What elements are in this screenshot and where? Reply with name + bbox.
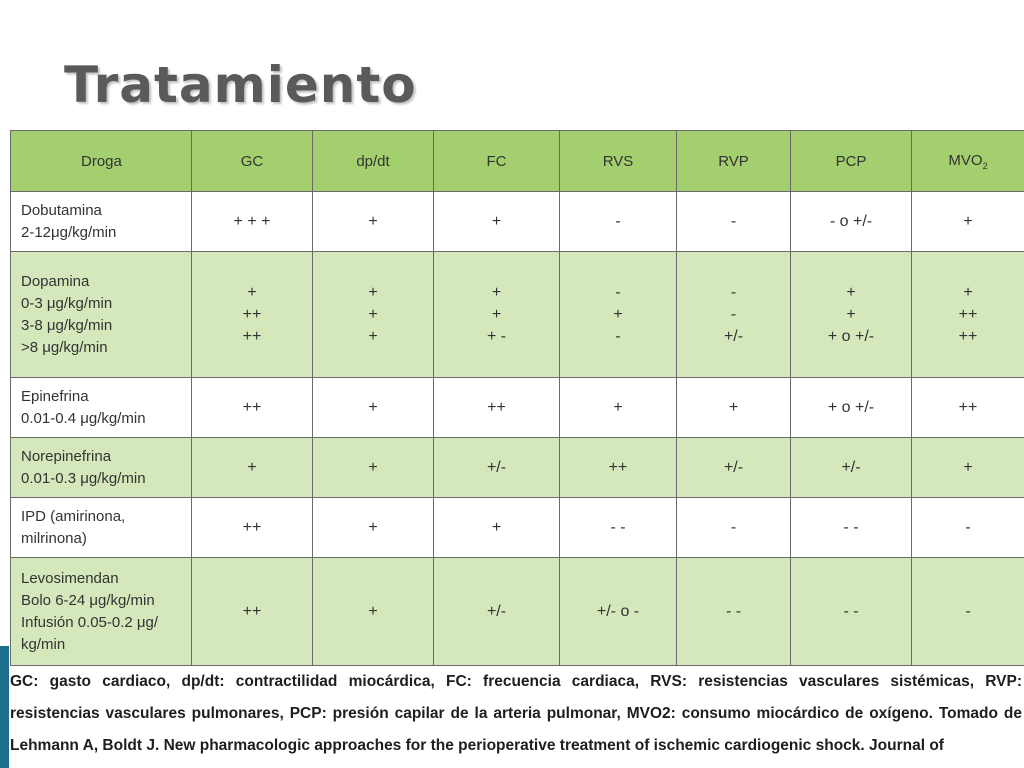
cell-value: +/- bbox=[486, 602, 507, 620]
cell-value: +/- bbox=[841, 458, 861, 476]
cell-value: ++ bbox=[242, 398, 262, 416]
header-pcp: PCP bbox=[791, 131, 912, 192]
cell-fc bbox=[434, 252, 560, 378]
cell-gc bbox=[192, 558, 313, 666]
cell-rvs bbox=[560, 378, 677, 438]
accent-bar bbox=[0, 646, 9, 768]
cell-mvo bbox=[912, 438, 1024, 498]
cell-value: - bbox=[965, 518, 971, 536]
drug-line: Dopamina bbox=[21, 272, 90, 290]
header-rvp: RVP bbox=[677, 131, 791, 192]
drug-line: Epinefrina bbox=[21, 387, 89, 405]
drug-table-container bbox=[10, 130, 1024, 666]
cell-value: + bbox=[613, 305, 623, 323]
drug-line: >8 μg/kg/min bbox=[21, 338, 108, 356]
header-rvs: RVS bbox=[560, 131, 677, 192]
cell-mvo bbox=[912, 498, 1024, 558]
table-row-levosimendan bbox=[11, 558, 1024, 666]
cell-value: - bbox=[730, 212, 737, 230]
cell-value: - bbox=[615, 327, 621, 345]
cell-value: + bbox=[368, 458, 378, 476]
cell-value: ++ bbox=[608, 458, 628, 476]
header-mvo2-sub: 2 bbox=[982, 160, 988, 171]
cell-pcp bbox=[791, 558, 912, 666]
cell-value: + bbox=[247, 283, 257, 301]
cell-value: + bbox=[963, 283, 973, 301]
cell-rvs bbox=[560, 498, 677, 558]
cell-value: + bbox=[963, 458, 973, 476]
cell-gc bbox=[192, 378, 313, 438]
drug-line: IPD (amirinona, bbox=[21, 507, 126, 525]
cell-value: + bbox=[368, 518, 378, 536]
table-row-dopamina bbox=[11, 252, 1024, 378]
drug-line: Levosimendan bbox=[21, 569, 119, 587]
drug-name-cell bbox=[11, 252, 192, 378]
cell-value: + + + bbox=[233, 212, 271, 230]
cell-value: + bbox=[846, 305, 856, 323]
cell-dpdt bbox=[313, 378, 434, 438]
cell-value: - - bbox=[610, 518, 626, 536]
drug-line: Dobutamina bbox=[21, 201, 102, 219]
cell-rvp bbox=[677, 252, 791, 378]
table-row-dobutamina bbox=[11, 192, 1024, 252]
header-gc: GC bbox=[192, 131, 313, 192]
cell-mvo bbox=[912, 378, 1024, 438]
cell-pcp bbox=[791, 378, 912, 438]
cell-mvo bbox=[912, 252, 1024, 378]
cell-value: +/- bbox=[486, 458, 507, 476]
cell-value: + bbox=[368, 327, 378, 345]
drug-line: kg/min bbox=[21, 635, 66, 653]
drug-table bbox=[10, 130, 1024, 666]
header-fc: FC bbox=[434, 131, 560, 192]
cell-value: ++ bbox=[242, 305, 262, 323]
cell-value: ++ bbox=[958, 327, 978, 345]
cell-pcp bbox=[791, 498, 912, 558]
drug-line: 0-3 μg/kg/min bbox=[21, 294, 113, 312]
drug-line: 0.01-0.4 μg/kg/min bbox=[21, 409, 146, 427]
table-row-norepinefrina bbox=[11, 438, 1024, 498]
table-row-epinefrina bbox=[11, 378, 1024, 438]
cell-fc bbox=[434, 558, 560, 666]
cell-value: + bbox=[728, 398, 739, 416]
cell-gc bbox=[192, 438, 313, 498]
header-mvo2-main: MVO bbox=[948, 151, 983, 169]
cell-value: + bbox=[491, 212, 502, 230]
drug-name-cell bbox=[11, 438, 192, 498]
cell-dpdt bbox=[313, 438, 434, 498]
table-row-ipd bbox=[11, 498, 1024, 558]
cell-value: + bbox=[491, 518, 502, 536]
cell-rvp bbox=[677, 558, 791, 666]
cell-fc bbox=[434, 438, 560, 498]
cell-value: - o +/- bbox=[829, 212, 873, 230]
cell-value: + - bbox=[486, 327, 507, 345]
cell-rvp bbox=[677, 438, 791, 498]
cell-rvs bbox=[560, 558, 677, 666]
cell-value: + bbox=[963, 212, 973, 230]
cell-value: + bbox=[247, 458, 257, 476]
header-droga: Droga bbox=[11, 131, 192, 192]
cell-value: + bbox=[368, 305, 378, 323]
cell-value: ++ bbox=[242, 518, 262, 536]
cell-value: +/- bbox=[723, 458, 744, 476]
drug-name-cell bbox=[11, 192, 192, 252]
cell-gc bbox=[192, 252, 313, 378]
table-caption: GC: gasto cardiaco, dp/dt: contractilidad miocárdica, FC: frecuencia cardiaca, RVS: resistencias vasculares sistémicas, RVP: resistencias vasculares pulmonares, PCP: presión capilar de la arteria pulmonar, MVO2: consumo miocárdico de oxígeno. Tomado de Lehmann A, Boldt J. New pharmacologic approaches for the perioperative treatment of ischemic cardiogenic shock. Journal of bbox=[10, 673, 1022, 754]
cell-pcp bbox=[791, 192, 912, 252]
drug-line: 0.01-0.3 μg/kg/min bbox=[21, 469, 146, 487]
table-header-row bbox=[11, 131, 1024, 192]
cell-value: ++ bbox=[242, 327, 262, 345]
cell-value: - - bbox=[725, 602, 742, 620]
cell-value: - bbox=[730, 283, 737, 301]
drug-name-cell bbox=[11, 378, 192, 438]
cell-value: - bbox=[965, 602, 971, 620]
cell-value: + bbox=[491, 283, 502, 301]
cell-value: - bbox=[615, 212, 621, 230]
cell-rvp bbox=[677, 498, 791, 558]
cell-value: + bbox=[491, 305, 502, 323]
cell-value: + bbox=[613, 398, 623, 416]
cell-dpdt bbox=[313, 252, 434, 378]
cell-mvo bbox=[912, 192, 1024, 252]
cell-rvs bbox=[560, 438, 677, 498]
cell-value: + bbox=[368, 212, 378, 230]
drug-line: 3-8 μg/kg/min bbox=[21, 316, 113, 334]
drug-line: Infusión 0.05-0.2 μg/ bbox=[21, 613, 159, 631]
cell-value: + bbox=[368, 398, 378, 416]
cell-value: + bbox=[368, 283, 378, 301]
cell-fc bbox=[434, 378, 560, 438]
cell-value: - - bbox=[843, 602, 859, 620]
cell-gc bbox=[192, 192, 313, 252]
cell-fc bbox=[434, 192, 560, 252]
cell-value: - bbox=[615, 283, 621, 301]
drug-line: milrinona) bbox=[21, 529, 87, 547]
cell-gc bbox=[192, 498, 313, 558]
cell-dpdt bbox=[313, 498, 434, 558]
cell-value: + o +/- bbox=[827, 398, 875, 416]
drug-name-cell bbox=[11, 498, 192, 558]
cell-rvs bbox=[560, 252, 677, 378]
cell-mvo bbox=[912, 558, 1024, 666]
cell-value: +/- bbox=[723, 327, 744, 345]
cell-value: ++ bbox=[242, 602, 262, 620]
drug-line: 2-12μg/kg/min bbox=[21, 223, 117, 241]
cell-rvs bbox=[560, 192, 677, 252]
cell-value: ++ bbox=[958, 398, 978, 416]
cell-pcp bbox=[791, 438, 912, 498]
cell-rvp bbox=[677, 378, 791, 438]
drug-name-cell bbox=[11, 558, 192, 666]
cell-dpdt bbox=[313, 192, 434, 252]
cell-value: + bbox=[846, 283, 856, 301]
cell-value: ++ bbox=[487, 398, 506, 416]
cell-rvp bbox=[677, 192, 791, 252]
cell-pcp bbox=[791, 252, 912, 378]
slide-title: Tratamiento bbox=[64, 56, 417, 114]
drug-line: Bolo 6-24 μg/kg/min bbox=[21, 591, 155, 609]
drug-line: Norepinefrina bbox=[21, 447, 112, 465]
cell-value: +/- o - bbox=[596, 602, 640, 620]
header-dpdt: dp/dt bbox=[313, 131, 434, 192]
cell-value: - bbox=[730, 518, 737, 536]
cell-value: - - bbox=[843, 518, 859, 536]
cell-value: - bbox=[730, 305, 737, 323]
header-mvo2 bbox=[912, 131, 1024, 192]
cell-dpdt bbox=[313, 558, 434, 666]
cell-value: + o +/- bbox=[827, 327, 875, 345]
cell-fc bbox=[434, 498, 560, 558]
cell-value: + bbox=[368, 602, 378, 620]
cell-value: ++ bbox=[958, 305, 978, 323]
